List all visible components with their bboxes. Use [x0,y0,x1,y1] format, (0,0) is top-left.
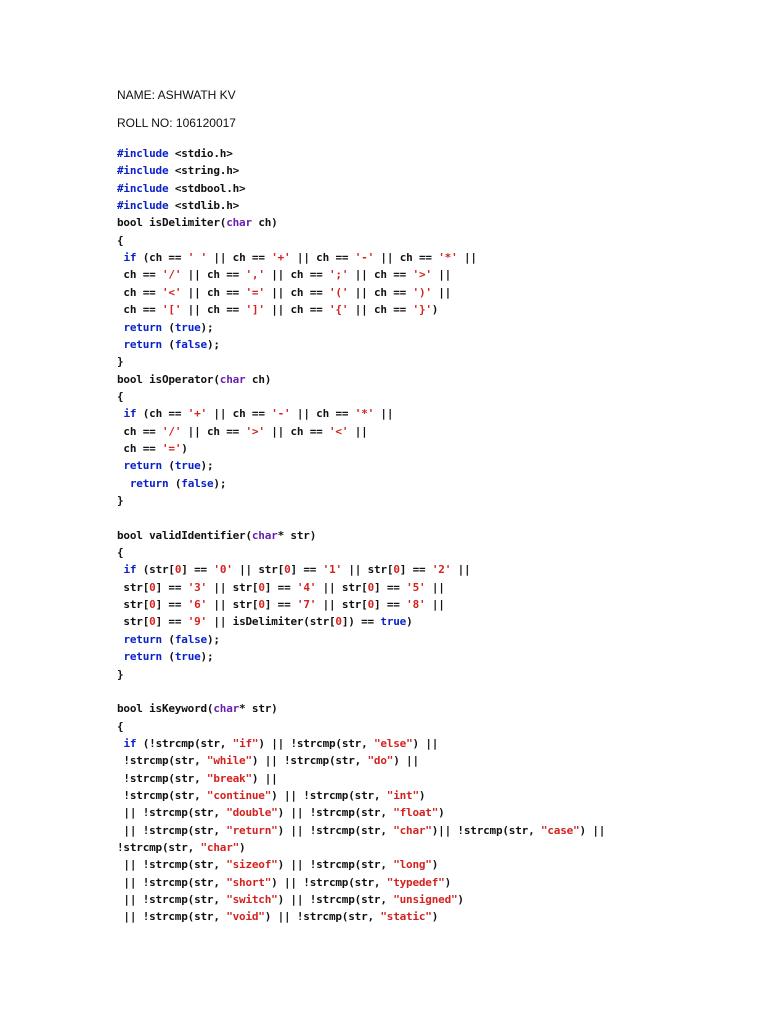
code-text: ) || !strcmp(str, [258,736,374,750]
code-line [117,232,123,249]
code-keyword: return [123,320,162,334]
code-text: !strcmp(str, [117,771,207,785]
code-text: ) [181,441,188,455]
code-text: || ch == [181,303,246,317]
code-text [117,477,130,490]
code-line [117,492,123,509]
code-text: !strcmp(str, [117,788,207,802]
code-literal: "short" [226,875,272,889]
code-text: <stdlib.h> [168,199,240,213]
code-text: } [117,667,124,681]
code-keyword: if [123,251,137,265]
code-keyword: #include [117,181,169,195]
code-keyword: #include [117,199,169,213]
code-text: ] == [264,598,297,612]
code-text: ); [200,320,214,334]
code-text: ch == [117,441,162,455]
code-text: ) || !strcmp(str, [277,858,394,872]
code-literal: "sizeof" [226,858,278,872]
code-text: ); [200,650,214,664]
code-text: (ch == [136,407,188,421]
code-text: || [374,407,394,421]
code-literal: '}' [412,303,432,317]
code-line [117,700,278,717]
code-text: ) || [251,771,278,785]
code-text: || ch == [264,424,329,438]
code-keyword: true [174,320,201,334]
code-literal: '=' [245,285,265,299]
code-literal: '/' [161,268,182,282]
code-line [117,145,233,162]
code-literal: '8' [406,598,426,612]
code-text: || !strcmp(str, [117,910,227,924]
code-literal: ']' [245,303,265,317]
code-text: || [451,563,471,577]
code-line [117,544,123,561]
code-keyword: return [129,476,169,490]
code-literal: '*' [354,407,374,421]
code-line [117,353,123,370]
code-text: || isDelimiter(str[ [206,615,336,629]
code-line [117,301,438,318]
code-text: } [117,494,124,507]
code-text: ch == [117,285,162,299]
code-text: || [457,251,477,265]
code-text: || ch == [290,407,355,421]
code-literal: '-' [271,407,291,421]
code-line [117,856,438,873]
code-literal: '=' [161,441,182,455]
code-line [117,475,226,492]
code-text: || [425,580,445,594]
code-literal: 0 [258,598,265,612]
code-text: || !strcmp(str, [117,858,227,872]
code-text: ) || !strcmp(str, [277,806,394,820]
code-text: ] == [264,580,297,594]
code-keyword: #include [117,147,169,160]
code-text: || !strcmp(str, [117,893,227,907]
code-text: ) || [393,754,419,768]
code-text: || ch == [348,268,413,282]
code-text: || ch == [348,303,413,317]
code-literal: "break" [206,771,252,785]
code-line [117,162,239,179]
code-text: str[ [117,615,150,629]
code-text: bool isOperator( [117,372,220,386]
code-text: ] == [374,580,407,594]
code-line [117,423,368,440]
code-literal: 0 [149,580,156,594]
code-type: char [213,702,240,716]
code-keyword: return [123,459,162,473]
code-type: char [226,216,252,230]
code-text: ( [161,632,175,646]
code-keyword: return [123,337,162,351]
code-text: ) [239,841,246,854]
code-literal: '+' [271,251,291,265]
code-keyword: return [123,650,162,664]
code-text: ] == [155,580,188,594]
code-literal: "static" [380,910,432,924]
code-literal: '<' [161,285,182,299]
code-text: !strcmp(str, [117,841,201,854]
roll-number: ROLL NO: 106120017 [117,116,236,130]
code-literal: "typedef" [386,875,445,889]
code-literal: '{' [329,303,349,317]
code-text: || str[ [206,580,259,594]
code-text: || ch == [348,285,413,299]
code-text: ) [431,910,439,924]
code-literal: '3' [187,580,207,594]
code-text: ) || !strcmp(str, [277,893,394,907]
code-keyword: if [123,563,137,577]
code-text: str[ [117,580,150,594]
code-literal: "int" [386,788,419,802]
code-line [117,891,464,908]
code-text: ch) [245,372,272,386]
code-text: || [348,424,368,438]
code-text: ) [431,858,439,872]
code-literal: "do" [367,754,394,768]
code-text: ); [206,337,220,351]
code-text: ( [161,337,175,351]
code-keyword: true [174,459,201,473]
code-text: ); [213,476,227,490]
code-literal: '>' [412,268,432,282]
code-line [117,249,477,266]
code-line [117,804,445,821]
code-text: || ch == [290,251,355,265]
code-literal: "while" [206,754,252,768]
code-literal: ',' [245,268,265,282]
code-keyword: true [380,615,407,629]
code-text: || [425,598,445,612]
code-text: || ch == [181,268,246,282]
code-text: ) [438,806,445,820]
student-name: NAME: ASHWATH KV [117,88,236,102]
code-literal: '5' [406,580,426,594]
code-keyword: return [123,632,162,646]
code-text: bool isKeyword( [117,702,214,716]
code-line [117,770,278,787]
code-line [117,388,123,405]
code-text: <string.h> [168,164,240,178]
code-line [117,908,438,925]
code-text: ) [444,875,452,889]
code-literal: ' ' [187,251,207,265]
code-literal: '<' [329,424,349,438]
code-line [117,266,451,283]
code-text: { [117,389,124,403]
code-text: ch == [117,268,162,282]
code-text: { [117,719,124,733]
code-literal: '1' [322,563,342,577]
code-literal: "switch" [226,893,278,907]
code-line [117,197,239,214]
code-text: ) || [579,823,606,837]
code-keyword: if [123,736,137,750]
code-literal: '[' [161,303,182,317]
code-keyword: #include [117,164,169,178]
code-literal: "float" [393,806,439,820]
code-text: ] == [155,615,188,629]
code-text: * str) [239,702,278,716]
code-keyword: false [174,632,207,646]
code-line [117,648,213,665]
code-text: bool validIdentifier( [117,528,252,542]
code-literal: 0 [149,598,156,612]
code-keyword: if [123,407,137,421]
code-text: * str) [277,528,317,542]
code-literal: '4' [296,580,317,594]
code-text: || str[ [206,598,259,612]
code-line [117,666,123,683]
code-text: || ch == [206,251,272,265]
code-literal: "unsigned" [393,893,458,907]
code-text: || !strcmp(str, [117,806,227,820]
code-text: ch == [117,424,162,438]
code-literal: 0 [335,615,342,629]
code-literal: "void" [226,910,265,924]
code-literal: ';' [329,268,349,282]
code-keyword: false [181,476,214,490]
code-text: || [431,268,452,282]
code-text: || str[ [316,598,368,612]
code-line [117,822,605,839]
code-text: || [431,285,452,299]
code-text: !strcmp(str, [117,754,207,768]
code-line [117,284,451,301]
code-line [117,457,213,474]
code-line [117,214,278,231]
code-text: || str[ [232,563,285,577]
code-literal: '-' [354,251,374,265]
code-literal: '0' [213,563,233,577]
code-text: || ch == [181,285,246,299]
code-line [117,874,451,891]
code-literal: 0 [393,563,400,577]
code-literal: '6' [187,598,207,612]
code-text: ) || !strcmp(str, [277,823,394,837]
code-text: str[ [117,598,150,612]
code-line [117,839,245,856]
code-text: ) || !strcmp(str, [251,754,368,768]
code-text: ) || !strcmp(str, [271,788,387,802]
code-keyword: true [174,650,201,664]
code-text: || !strcmp(str, [117,823,227,837]
code-text: ] == [399,563,432,577]
code-line [117,180,245,197]
code-line [117,405,393,422]
code-text: (ch == [136,251,188,265]
code-line [117,527,316,544]
code-text: || str[ [316,580,368,594]
code-text: || !strcmp(str, [117,875,227,889]
code-text: ch == [117,303,162,317]
code-text: || ch == [181,424,246,438]
code-text: ] == [374,598,407,612]
code-text: || ch == [264,303,329,317]
code-literal: "else" [373,736,413,750]
code-line [117,371,271,388]
code-line [117,561,470,578]
code-line [117,440,188,457]
code-text: bool isDelimiter( [117,216,227,230]
code-literal: 0 [367,580,375,594]
code-text: ] == [155,598,188,612]
code-text: ); [200,459,214,473]
code-text: (str[ [136,563,175,577]
code-line [117,735,438,752]
code-line [117,718,123,735]
code-text: ) [418,788,426,802]
code-text: )|| !strcmp(str, [431,823,541,837]
code-literal: "if" [232,736,259,750]
code-literal: "long" [393,858,432,872]
code-text: ) || !strcmp(str, [271,875,387,889]
code-text: <stdbool.h> [168,181,246,195]
code-literal: 0 [367,598,375,612]
code-literal: '(' [329,285,349,299]
code-literal: ')' [412,285,432,299]
code-literal: 0 [174,563,182,577]
code-literal: "continue" [206,788,272,802]
code-literal: '+' [187,407,207,421]
code-text: ) [431,303,439,317]
code-line [117,579,445,596]
code-text: ( [168,476,182,490]
code-text: ]) == [341,615,381,629]
code-literal: 0 [284,563,291,577]
code-text: ( [161,320,175,334]
code-literal: '9' [187,615,207,629]
code-text: || ch == [264,268,329,282]
code-literal: "char" [393,823,432,837]
code-text: || str[ [341,563,394,577]
code-literal: '*' [438,251,458,265]
code-literal: "return" [226,823,278,837]
code-literal: 0 [258,580,265,594]
code-type: char [219,372,246,386]
code-line [117,787,425,804]
code-text: ); [206,632,220,646]
code-text: ( [161,650,175,664]
code-type: char [251,528,278,542]
code-literal: "char" [200,841,240,854]
code-line [117,336,220,353]
code-line [117,631,220,648]
code-literal: '7' [296,598,317,612]
code-text: || ch == [264,285,329,299]
code-literal: '2' [431,563,452,577]
code-text: } [117,355,124,369]
code-text: { [117,546,124,560]
code-line [117,596,445,613]
code-text: ) || !strcmp(str, [264,910,381,924]
code-literal: "double" [226,806,278,820]
code-literal: '>' [245,424,265,438]
code-text: || ch == [374,251,439,265]
code-text: ) || [412,736,439,750]
code-literal: '/' [161,424,182,438]
code-literal: 0 [149,615,156,629]
code-text: { [117,233,124,247]
code-line [117,319,213,336]
code-text: ( [161,459,175,473]
code-text: ch) [251,216,278,230]
code-literal: "case" [540,823,580,837]
code-text: <stdio.h> [168,147,233,160]
code-text: ] == [181,563,214,577]
code-text: ) [406,615,413,629]
code-keyword: false [174,337,207,351]
code-text: ) [457,893,464,907]
code-text: ] == [290,563,323,577]
code-text: (!strcmp(str, [136,736,233,750]
code-text: || ch == [206,407,272,421]
code-line [117,613,413,630]
code-line [117,752,419,769]
